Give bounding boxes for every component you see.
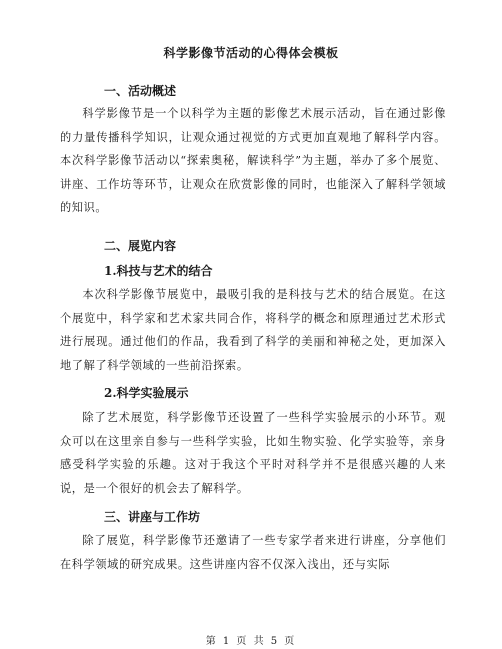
subsection-paragraph-experiments: 除了艺术展览，科学影像节还设置了一些科学实验展示的小环节。观众可以在这里亲自参与一些科学实验，比如生物实验、化学实验等，亲身感受科学实验的乐趣。这对于我这个平时对科学并不是很感兴趣的人来说，是一个很好的机会去了解科学。	[60, 411, 446, 495]
section-heading-overview: 一、活动概述	[104, 84, 177, 98]
document-title: 科学影像节活动的心得体会模板	[163, 46, 339, 60]
subsection-heading-experiments: 2.科学实验展示	[104, 386, 189, 400]
section-paragraph-overview: 科学影像节是一个以科学为主题的影像艺术展示活动，旨在通过影像的力量传播科学知识，让观众通过视觉的方式更加直观地了解科学内容。本次科学影像节活动以“探索奥秘，解读科学”为主题，举办了多个展览、讲座、工作坊等环节，让观众在欣赏影像的同时，也能深入了解科学领域的知识。	[60, 107, 446, 214]
subsection-paragraph-tech-art: 本次科学影像节展览中，最吸引我的是科技与艺术的结合展览。在这个展览中，科学家和艺术家共同合作，将科学的概念和原理通过艺术形式进行展现。通过他们的作品，我看到了科学的美丽和神秘之处，更加深入地了解了科学领域的一些前沿探索。	[60, 288, 446, 372]
section-heading-lectures: 三、讲座与工作坊	[104, 510, 201, 524]
section-paragraph-lectures: 除了展览，科学影像节还邀请了一些专家学者来进行讲座，分享他们在科学领域的研究成果。这些讲座内容不仅深入浅出，还与实际	[60, 534, 446, 571]
page-number-footer: 第 1 页 共 5 页	[205, 636, 297, 647]
subsection-heading-tech-art: 1.科技与艺术的结合	[104, 264, 213, 278]
section-heading-exhibition: 二、展览内容	[104, 239, 177, 253]
